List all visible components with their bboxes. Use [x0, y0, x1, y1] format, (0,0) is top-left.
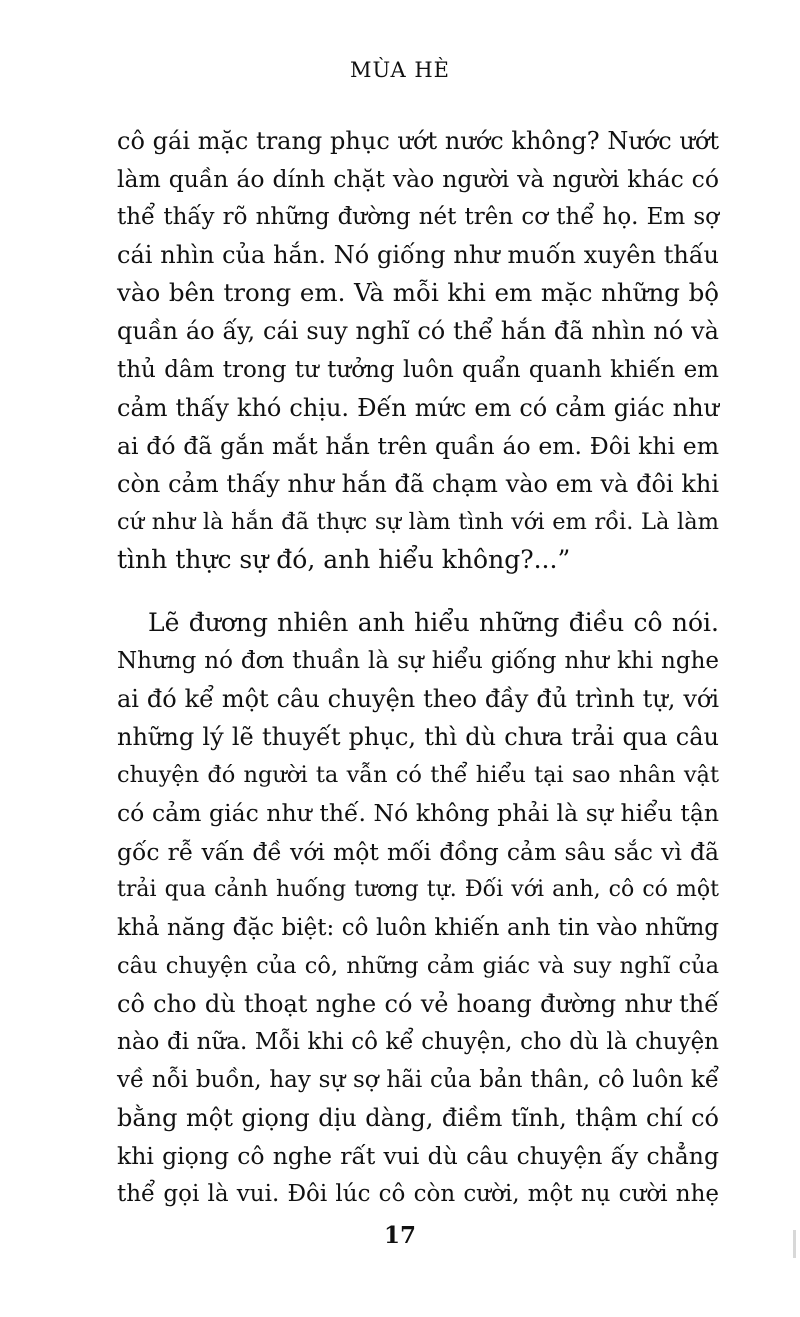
page-edge-shadow — [793, 1230, 796, 1258]
text-line: chuyện đó người ta vẫn có thể hiểu tại sao nhân vật — [117, 762, 719, 789]
text-line: nào đi nữa. Mỗi khi cô kể chuyện, cho dù là chuyện — [117, 1029, 719, 1056]
text-line: còn cảm thấy như hắn đã chạm vào em và đôi khi — [117, 469, 719, 498]
text-line: những lý lẽ thuyết phục, thì dù chưa trải qua câu — [117, 723, 719, 752]
text-line: vào bên trong em. Và mỗi khi em mặc những bộ — [117, 278, 719, 308]
text-line: quần áo ấy, cái suy nghĩ có thể hắn đã nhìn nó và — [117, 317, 719, 346]
text-line: cái nhìn của hắn. Nó giống như muốn xuyên thấu — [117, 241, 719, 270]
text-line: khả năng đặc biệt: cô luôn khiến anh tin vào những — [117, 914, 719, 941]
text-line: về nỗi buồn, hay sự sợ hãi của bản thân, cô luôn kể — [117, 1067, 719, 1094]
text-line: khi giọng cô nghe rất vui dù câu chuyện ấy chẳng — [117, 1142, 719, 1171]
text-line: gốc rễ vấn đề với một mối đồng cảm sâu sắc vì đã — [117, 837, 719, 866]
paragraph-2 — [117, 604, 719, 1214]
text-line: có cảm giác như thế. Nó không phải là sự hiểu tận — [117, 799, 719, 828]
text-line: ai đó đã gắn mắt hắn trên quần áo em. Đôi khi em — [117, 431, 719, 460]
text-line: trải qua cảnh huống tương tự. Đối với anh, cô có một — [117, 876, 719, 902]
running-head: MÙA HÈ — [349, 58, 451, 82]
text-line: thể gọi là vui. Đôi lúc cô còn cười, một nụ cười nhẹ — [117, 1181, 719, 1208]
text-line: Lẽ đương nhiên anh hiểu những điều cô nói. — [148, 608, 719, 637]
text-line: làm quần áo dính chặt vào người và người khác có — [117, 165, 719, 194]
text-line: cô cho dù thoạt nghe có vẻ hoang đường như thế — [117, 989, 719, 1018]
text-line: câu chuyện của cô, những cảm giác và suy nghĩ của — [117, 952, 719, 979]
paragraph-1 — [117, 122, 719, 579]
text-line: cứ như là hắn đã thực sự làm tình với em rồi. Là làm — [117, 508, 719, 535]
text-line: cô gái mặc trang phục ướt nước không? Nước ướt — [117, 127, 719, 155]
text-line: ai đó kể một câu chuyện theo đầy đủ trình tự, với — [117, 685, 719, 714]
text-line: Nhưng nó đơn thuần là sự hiểu giống như khi nghe — [117, 648, 719, 675]
text-line: cảm thấy khó chịu. Đến mức em có cảm giác như — [117, 393, 719, 422]
page-number: 17 — [383, 1222, 416, 1249]
text-line: bằng một giọng dịu dàng, điềm tĩnh, thậm chí có — [117, 1104, 719, 1133]
text-line: thể thấy rõ những đường nét trên cơ thể họ. Em sợ — [117, 204, 719, 231]
text-line: thủ dâm trong tư tưởng luôn quẩn quanh khiến em — [117, 356, 719, 383]
text-line: tình thực sự đó, anh hiểu không?...” — [117, 545, 571, 575]
